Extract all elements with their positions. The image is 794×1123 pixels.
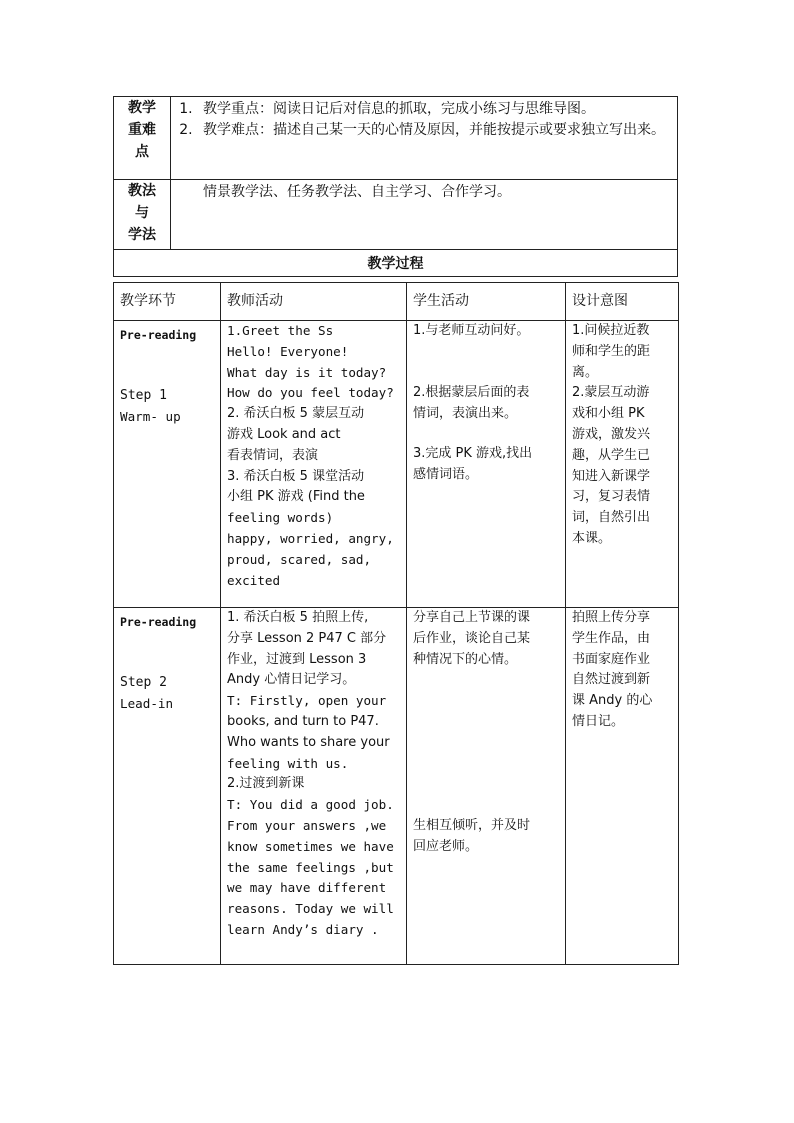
teacher-line: T: Firstly, open your xyxy=(227,693,387,709)
focus-item: 1. 教学重点：阅读日记后对信息的抓取，完成小练习与思维导图。 xyxy=(197,99,671,120)
teacher-line: 作业，过渡到 Lesson 3 xyxy=(227,651,367,667)
student-line: 感情词语。 xyxy=(413,467,479,483)
teacher-line: excited xyxy=(227,572,281,588)
teacher-line: 2.过渡到新课 xyxy=(227,776,305,792)
process-table xyxy=(113,282,679,965)
teacher-line: learn Andy’s diary . xyxy=(227,921,379,937)
student-line: 种情况下的心情。 xyxy=(413,651,518,667)
teacher-line: books, and turn to P47. xyxy=(227,713,379,729)
student-line: 情词，表演出来。 xyxy=(413,405,518,421)
step1-design-cell xyxy=(566,321,679,608)
teacher-line: happy, worried, angry, xyxy=(227,530,394,546)
step2-teacher-cell xyxy=(221,608,407,965)
student-line: 后作业，谈论自己某 xyxy=(413,630,531,646)
design-line: 课 Andy 的心 xyxy=(572,693,653,709)
header-student: 学生活动 xyxy=(407,283,566,321)
step1-step-name: Warm- up xyxy=(120,408,181,424)
methods-label xyxy=(114,180,171,250)
focus-label-line: 教学 xyxy=(128,100,156,116)
methods-content xyxy=(171,180,678,250)
teacher-line: From your answers ,we xyxy=(227,817,387,833)
design-line: 离。 xyxy=(572,364,599,380)
focus-list xyxy=(171,99,671,141)
student-line: 2.根据蒙层后面的表 xyxy=(413,384,530,400)
design-line: 拍照上传分享 xyxy=(572,610,651,625)
design-line: 习，复习表情 xyxy=(572,489,651,505)
teacher-line: 分享 Lesson 2 P47 C 部分 xyxy=(227,630,387,646)
focus-label-line: 重难 xyxy=(128,122,156,138)
teacher-line: proud, scared, sad, xyxy=(227,551,372,567)
design-line: 游戏，激发兴 xyxy=(572,426,651,442)
student-line: 1.与老师互动问好。 xyxy=(413,323,530,338)
design-line: 知进入新课学 xyxy=(572,468,651,484)
teacher-line: we may have different xyxy=(227,880,387,896)
header-design: 设计意图 xyxy=(566,283,679,321)
teacher-line: Who wants to share your xyxy=(227,734,390,750)
teacher-line: feeling words) xyxy=(227,510,334,526)
student-line: 3.完成 PK 游戏,找出 xyxy=(413,446,533,462)
design-line: 趣，从学生已 xyxy=(572,447,651,463)
teacher-line: 游戏 Look and act xyxy=(227,426,341,442)
methods-label-line: 与 xyxy=(135,205,149,221)
step1-teacher-cell xyxy=(221,321,407,608)
methods-label-line: 学法 xyxy=(128,227,156,243)
header-teacher: 教师活动 xyxy=(221,283,407,321)
teacher-line: 2. 希沃白板 5 蒙层互动 xyxy=(227,406,365,422)
student-line: 分享自己上节课的课 xyxy=(413,610,531,625)
focus-label xyxy=(114,97,171,180)
step1-row xyxy=(114,321,679,608)
teacher-line: feeling with us. xyxy=(227,755,349,771)
step2-row xyxy=(114,608,679,965)
student-line: 生相互倾听，并及时 xyxy=(413,818,531,834)
teacher-line: What day is it today? xyxy=(227,364,387,380)
design-line: 师和学生的距 xyxy=(572,343,651,359)
teacher-line: Hello! Everyone! xyxy=(227,343,349,359)
focus-content xyxy=(171,97,678,180)
header-stage: 教学环节 xyxy=(114,283,221,321)
design-line: 情日记。 xyxy=(572,713,625,729)
design-line: 2.蒙层互动游 xyxy=(572,385,650,401)
teacher-line: know sometimes we have xyxy=(227,838,394,854)
design-line: 词，自然引出 xyxy=(572,510,651,526)
focus-label-line: 点 xyxy=(135,144,149,160)
step2-step-name: Lead-in xyxy=(120,695,174,711)
step1-stage: Pre-reading xyxy=(120,328,197,342)
teacher-line: 3. 希沃白板 5 课堂活动 xyxy=(227,468,365,484)
teacher-line: 1.Greet the Ss xyxy=(227,323,334,338)
process-header-row xyxy=(114,283,679,321)
step1-stage-cell xyxy=(114,321,221,608)
process-title: 教学过程 xyxy=(114,250,678,277)
teacher-line: reasons. Today we will xyxy=(227,901,394,917)
teacher-line: 看表情词，表演 xyxy=(227,447,319,463)
student-line: 回应老师。 xyxy=(413,839,479,855)
teacher-line: T: You did a good job. xyxy=(227,797,394,813)
step2-student-cell xyxy=(407,608,566,965)
design-line: 戏和小组 PK xyxy=(572,406,645,422)
methods-label-line: 教法 xyxy=(128,183,156,199)
design-line: 学生作品，由 xyxy=(572,630,651,646)
info-table xyxy=(113,96,678,277)
step1-step: Step 1 xyxy=(120,387,167,403)
step2-stage: Pre-reading xyxy=(120,615,197,629)
focus-item: 2. 教学难点：描述自己某一天的心情及原因，并能按提示或要求独立写出来。 xyxy=(197,120,671,141)
design-line: 自然过渡到新 xyxy=(572,672,651,688)
methods-text: 情景教学法、任务教学法、自主学习、合作学习。 xyxy=(203,184,511,200)
teacher-line: Andy 心情日记学习。 xyxy=(227,672,356,688)
step2-stage-cell xyxy=(114,608,221,965)
teacher-line: 小组 PK 游戏 (Find the xyxy=(227,489,365,505)
design-line: 书面家庭作业 xyxy=(572,651,651,667)
teacher-line: the same feelings ,but xyxy=(227,859,394,875)
design-line: 1.问候拉近教 xyxy=(572,323,650,338)
teacher-line: How do you feel today? xyxy=(227,385,394,401)
step2-design-cell xyxy=(566,608,679,965)
step1-student-cell xyxy=(407,321,566,608)
design-line: 本课。 xyxy=(572,530,612,546)
teacher-line: 1. 希沃白板 5 拍照上传, xyxy=(227,610,369,625)
step2-step: Step 2 xyxy=(120,674,167,690)
